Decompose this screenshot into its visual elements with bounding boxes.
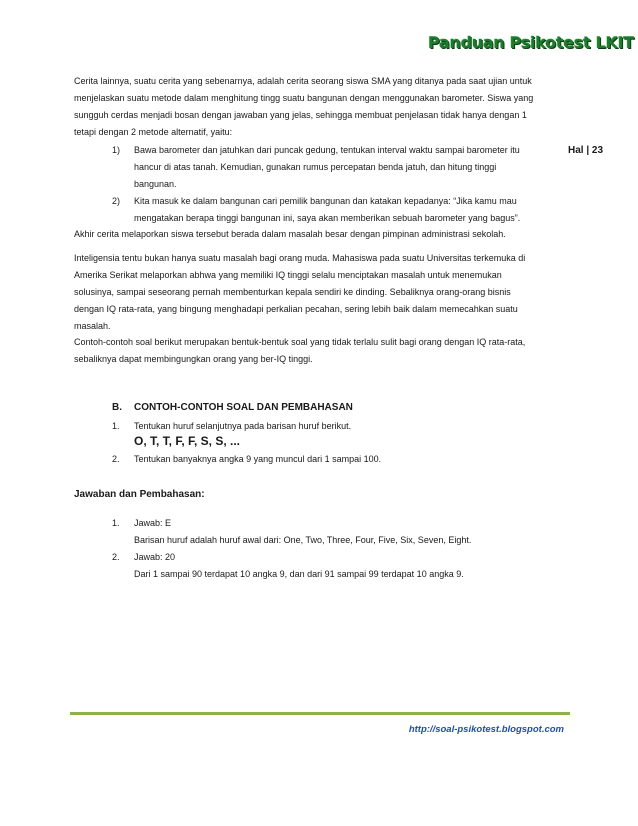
answers-list — [112, 515, 552, 583]
question-text: Tentukan banyaknya angka 9 yang muncul dari 1 sampai 100. — [134, 454, 382, 464]
methods-list — [112, 142, 552, 227]
text-line: Inteligensia tentu bukan hanya suatu masalah bagi orang muda. Mahasiswa pada suatu Universitas terkemuka di — [74, 253, 526, 263]
footer-rule — [70, 712, 570, 715]
intro-paragraph — [74, 73, 564, 141]
list-number: 2. — [112, 454, 120, 464]
list-item — [112, 515, 552, 549]
text-line: Kita masuk ke dalam bangunan cari pemilik bangunan dan katakan kepadanya: “Jika kamu mau — [134, 196, 517, 206]
question-1 — [112, 418, 552, 435]
list-number: 1. — [112, 518, 120, 528]
text-line: mengatakan berapa tinggi bangunan ini, saya akan memberikan sebuah barometer yang bagus”. — [134, 213, 521, 223]
text-line: dengan IQ rata-rata, yang bingung menghadapi perkalian pecahan, sering lebih baik dalam memecahkan suatu — [74, 304, 518, 314]
list-item — [112, 142, 552, 193]
list-number: 1) — [112, 145, 121, 155]
paragraph-intelligence — [74, 250, 564, 335]
answer-text: Jawab: 20 — [134, 552, 176, 562]
text-line: Akhir cerita melaporkan siswa tersebut berada dalam masalah besar dengan pimpinan administrasi sekolah. — [74, 229, 506, 239]
letter-sequence: O, T, T, F, F, S, S, ... — [134, 434, 241, 448]
explanation-text: Barisan huruf adalah huruf awal dari: One, Two, Three, Four, Five, Six, Seven, Eight. — [134, 535, 472, 545]
answers-heading: Jawaban dan Pembahasan: — [74, 489, 205, 500]
explanation-text: Dari 1 sampai 90 terdapat 10 angka 9, dan dari 91 sampai 99 terdapat 10 angka 9. — [134, 569, 464, 579]
footer-url-link[interactable]: http://soal-psikotest.blogspot.com — [408, 724, 564, 735]
list-number: 2) — [112, 196, 121, 206]
list-item — [112, 193, 552, 227]
list-number: 2. — [112, 552, 120, 562]
paragraph-end — [74, 226, 564, 243]
text-line: sungguh cerdas menjadi bosan dengan jawaban yang jelas, sehingga membuat penjelasan tidak hanya dengan 1 — [74, 110, 527, 120]
text-line: bangunan. — [134, 179, 177, 189]
text-line: sebaliknya dapat membingungkan orang yang ber-IQ tinggi. — [74, 354, 313, 364]
list-item — [112, 451, 552, 468]
header-logo: Panduan Psikotest LKIT — [428, 33, 634, 52]
section-letter: B. — [112, 402, 122, 413]
text-line: hancur di atas tanah. Kemudian, gunakan rumus percepatan benda jatuh, dan hitung tinggi — [134, 162, 497, 172]
text-line: tetapi dengan 2 metode alternatif, yaitu: — [74, 127, 233, 137]
question-2 — [112, 451, 552, 468]
list-item — [112, 418, 552, 435]
list-number: 1. — [112, 421, 120, 431]
text-line: Bawa barometer dan jatuhkan dari puncak gedung, tentukan interval waktu sampai barometer itu — [134, 145, 520, 155]
question-text: Tentukan huruf selanjutnya pada barisan huruf berikut. — [134, 421, 352, 431]
text-line: Amerika Serikat melaporkan abhwa yang memiliki IQ tinggi selalu menciptakan masalah untuk menemukan — [74, 270, 502, 280]
list-item — [112, 549, 552, 583]
text-line: Contoh-contoh soal berikut merupakan bentuk-bentuk soal yang tidak terlalu sulit bagi orang dengan IQ rata-rata, — [74, 337, 526, 347]
text-line: menjelaskan suatu metode dalam menghitung tingg suatu bangunan dengan menggunakan barometer. Siswa yang — [74, 93, 534, 103]
answer-text: Jawab: E — [134, 518, 172, 528]
text-line: solusinya, sampai seseorang pernah membenturkan kepala sendiri ke dinding. Sebaliknya orang-orang bisnis — [74, 287, 511, 297]
paragraph-examples — [74, 334, 564, 368]
section-title: CONTOH-CONTOH SOAL DAN PEMBAHASAN — [134, 402, 353, 413]
text-line: masalah. — [74, 321, 111, 331]
page-number: Hal | 23 — [568, 145, 604, 156]
text-line: Cerita lainnya, suatu cerita yang sebenarnya, adalah cerita seorang siswa SMA yang ditanya pada saat ujian untuk — [74, 76, 532, 86]
section-heading — [112, 402, 353, 413]
